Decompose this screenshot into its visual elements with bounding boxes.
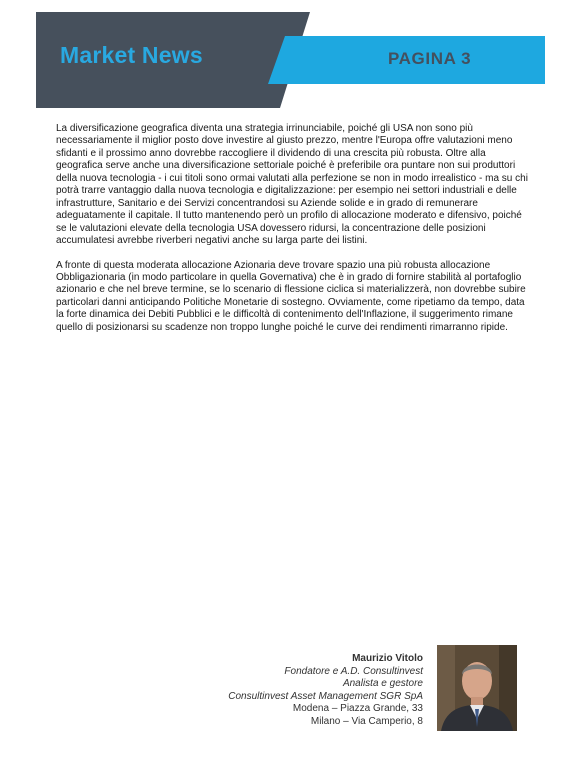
page-number-label: PAGINA 3 xyxy=(388,49,472,68)
author-company: Consultinvest Asset Management SGR SpA xyxy=(228,690,423,702)
address-modena: Modena – Piazza Grande, 33 xyxy=(292,703,423,714)
article-body xyxy=(56,123,532,334)
paragraph-2: A fronte di questa moderata allocazione Azionaria deve trovare spazio una più robusta allocazione Obbligazionaria (in modo particolare in quella Governativa) che è in grado di fornire stabilità al portafoglio azionario e che nel breve termine, se lo scenario di flessione ciclica si materializzerà, non dovrebbe subire particolari danni anticipando Politiche Monetarie di sostegno. Ovviamente, come ripetiamo da tempo, data la forte dinamica dei Debiti Pubblici e le difficoltà di contenimento dell'Inflazione, il suggerimento rimane quello di posizionarsi su scadenze non troppo lunghe poiché le curve dei rendimenti rimarranno ripide. xyxy=(56,259,526,333)
page-title: Market News xyxy=(60,42,203,68)
author-portrait-image xyxy=(437,645,517,731)
author-photo xyxy=(437,645,517,731)
author-role-secondary: Analista e gestore xyxy=(342,678,423,689)
author-role: Fondatore e A.D. Consultinvest xyxy=(284,665,423,677)
paragraph-1: La diversificazione geografica diventa una strategia irrinunciabile, poiché gli USA non sono più necessariamente il miglior posto dove investire al giusto prezzo, mentre l'Europa offre valutazioni meno sfidanti e il prossimo anno dovrebbe raccogliere il dividendo di una crescita più robusta. Oltre alla geografica serve anche una diversificazione settoriale poiché è preferibile ora puntare non sui produttori della nuova tecnologia - i cui titoli sono ormai valutati alla perfezione se non in modo irrealistico - ma su chi potrà trarre vantaggio dalla nuova tecnologia e digitalizzazione: per esempio nei settori industriali e delle infrastrutture, Sanitario e dei Servizi concentrandosi su Aziende solide e in grado di remunerare adeguatamente il capitale. Il tutto mantenendo però un profilo di allocazione moderato e difensivo, poiché se le valutazioni elevate della tecnologia USA dovessero ridursi, la concentrazione delle posizioni accumulatesi avrebbe riverberi negativi anche su larga parte dei listini. xyxy=(56,123,528,247)
author-signature xyxy=(228,653,423,728)
address-milano: Milano – Via Camperio, 8 xyxy=(310,715,423,727)
author-name: Maurizio Vitolo xyxy=(352,653,423,664)
